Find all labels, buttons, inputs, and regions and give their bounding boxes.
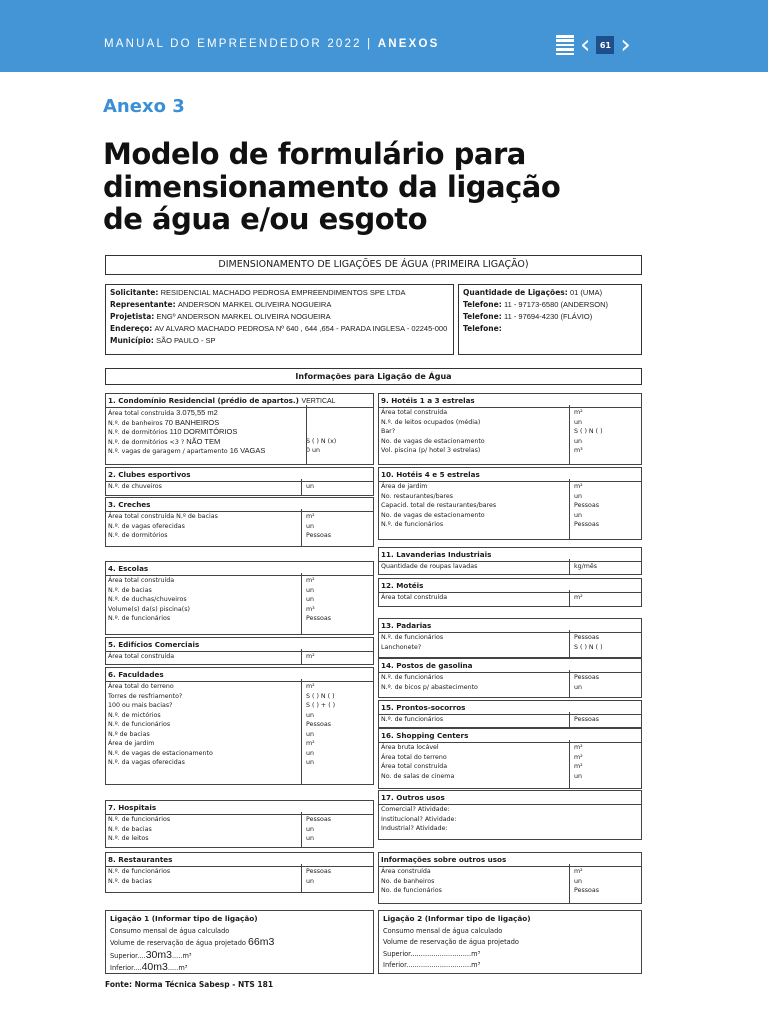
row-label: Área total construída <box>381 594 448 601</box>
row-label: Área total construída <box>108 577 175 584</box>
field-label: Solicitante: <box>110 288 159 297</box>
row-label: Industrial? Atividade: <box>381 825 448 832</box>
form-row <box>106 739 373 749</box>
form-row <box>379 715 641 725</box>
row-unit: S ( ) N (x) <box>306 437 337 445</box>
form-row <box>379 562 641 572</box>
field-label: Representante: <box>110 300 176 309</box>
form-row <box>106 482 373 492</box>
form-row <box>106 834 373 844</box>
section-lavanderias <box>378 547 642 575</box>
section-postos <box>378 658 642 698</box>
row-label: Área total construída <box>381 763 448 770</box>
row-label: Área de jardim <box>108 740 155 747</box>
section-title: 4. Escolas <box>106 562 373 576</box>
row-unit: S ( ) N ( ) <box>574 643 603 651</box>
row-unit: 0 un <box>306 447 320 454</box>
municipio-row <box>110 335 449 347</box>
field-label: Telefone: <box>463 324 502 333</box>
volume-label: Volume de reservação de água projetado <box>383 938 519 946</box>
form-row <box>379 673 641 683</box>
section-label: ANEXOS <box>377 38 440 50</box>
section-title-text: 1. Condomínio Residencial (prédio de apartos.) <box>108 396 299 405</box>
row-label: N.º. de mictórios <box>108 711 161 719</box>
telefone-row <box>463 311 637 323</box>
row-label: N.º. de funcionários <box>381 674 444 681</box>
row-unit: m² <box>574 744 583 751</box>
form-row <box>379 762 641 772</box>
solicitante-box <box>105 284 454 355</box>
volume-label: Volume de reservação de água projetado <box>110 939 246 947</box>
row-unit <box>302 408 373 418</box>
row-label: Área total do terreno <box>381 753 447 761</box>
section-title-value: VERTICAL <box>301 398 336 405</box>
row-unit: m² <box>574 763 583 770</box>
row-label: N.º. de vagas de estacionamento <box>108 749 213 757</box>
section-title: 8. Restaurantes <box>106 853 373 867</box>
page-title <box>103 138 663 236</box>
row-label: N.º. de dormitórios <box>108 429 168 436</box>
row-label: N.º. de leitos ocupados (média) <box>381 418 481 426</box>
row-unit: m² <box>306 740 315 747</box>
form-row <box>106 531 373 541</box>
section-title: 2. Clubes esportivos <box>106 468 373 482</box>
row-unit: un <box>306 522 314 530</box>
volume-value: 66m3 <box>248 936 275 948</box>
section-shopping <box>378 728 642 789</box>
section-clubes <box>105 467 374 496</box>
form-row <box>106 867 373 877</box>
row-unit: un <box>574 437 582 445</box>
row-label: N.º. de funcionários <box>108 721 171 728</box>
field-label: Telefone: <box>463 312 502 321</box>
form-row <box>379 511 641 521</box>
row-unit: S ( ) N ( ) <box>574 428 603 435</box>
anexo-label: Anexo 3 <box>103 96 185 117</box>
row-unit: S ( ) + ( ) <box>306 702 336 709</box>
row-label: N.º. de dormitórios <3 ? <box>108 438 185 446</box>
section-condominio <box>105 393 374 465</box>
unit: m³ <box>178 964 188 972</box>
section-hoteis-1-3 <box>378 393 642 465</box>
title-line: dimensionamento da ligação <box>103 169 561 204</box>
unit: m³ <box>182 951 192 960</box>
row-label: N.º. de banheiros <box>108 419 163 427</box>
section-hoteis-4-5 <box>378 467 642 540</box>
row-unit: m² <box>574 409 583 416</box>
row-unit: un <box>306 483 314 490</box>
row-label: Área construída <box>381 868 431 875</box>
row-label: N.º. de bicos p/ abastecimento <box>381 683 478 691</box>
row-label: Bar? <box>381 428 396 435</box>
row-unit: m² <box>306 653 315 660</box>
section-title: 9. Hotéis 1 a 3 estrelas <box>379 394 641 408</box>
form-row <box>379 824 641 834</box>
row-unit: Pessoas <box>306 816 331 823</box>
row-unit: S ( ) N ( ) <box>306 692 335 700</box>
inferior-value: 40m3 <box>141 961 168 973</box>
row-unit: Pessoas <box>306 615 331 622</box>
row-unit: Pessoas <box>306 868 331 875</box>
row-label: N.º. de duchas/chuveiros <box>108 596 187 603</box>
row-unit: un <box>306 730 314 738</box>
field-value: 11 - 97694-4230 (FLÁVIO) <box>503 312 593 321</box>
row-label: Institucional? Atividade: <box>381 815 457 823</box>
row-label: 100 ou mais bacias? <box>108 702 173 709</box>
row-label: Área total do terreno <box>108 683 174 690</box>
row-label: Capacid. total de restaurantes/bares <box>381 502 497 509</box>
row-label: N.º. de funcionários <box>108 615 171 622</box>
form-row <box>379 886 641 896</box>
info-title: Informações para Ligação de Água <box>105 368 642 385</box>
inferior-label: Inferior <box>383 961 407 969</box>
ligacao-title: Ligação 2 (Informar tipo de ligação) <box>383 914 531 923</box>
row-label: N.º. de leitos <box>108 835 149 842</box>
superior-label: Superior <box>383 949 411 958</box>
row-value: 70 BANHEIROS <box>164 417 220 427</box>
telefone-row <box>463 299 637 311</box>
form-row <box>106 749 373 759</box>
row-label: No. de funcionários <box>381 887 442 894</box>
row-unit: un <box>574 418 582 426</box>
form-row <box>379 877 641 887</box>
row-label: Área total construída <box>381 409 448 416</box>
field-label: Telefone: <box>463 300 502 309</box>
section-edificios <box>105 637 374 665</box>
form-row <box>106 711 373 721</box>
row-unit: un <box>306 749 314 757</box>
form-row <box>106 408 373 418</box>
row-label: No. de vagas de estacionamento <box>381 437 485 445</box>
row-unit: Pessoas <box>306 721 331 728</box>
form-row <box>106 522 373 532</box>
row-unit: m² <box>306 513 315 520</box>
field-value: SÃO PAULO - SP <box>156 336 216 345</box>
form-row <box>106 595 373 605</box>
row-label: N.º de bacias <box>108 730 150 738</box>
field-label: Projetista: <box>110 312 155 321</box>
form-row <box>106 815 373 825</box>
section-title <box>106 394 373 408</box>
section-title: 15. Prontos-socorros <box>379 701 641 715</box>
row-label: N.º. de dormitórios <box>108 532 168 539</box>
form-row <box>106 758 373 768</box>
superior-value: 30m3 <box>145 948 172 961</box>
field-value: 11 - 97173-6580 (ANDERSON) <box>503 300 609 309</box>
field-value: ENGº ANDERSON MARKEL OLIVEIRA NOGUEIRA <box>156 312 331 321</box>
form-row <box>106 682 373 692</box>
section-prontos-socorros <box>378 700 642 728</box>
section-moteis <box>378 578 642 607</box>
row-unit: m² <box>306 683 315 690</box>
header-title: MANUAL DO EMPREENDEDOR 2022 | ANEXOS <box>104 38 440 50</box>
row-label: N.º. de bacias <box>108 825 152 833</box>
row-unit: un <box>574 772 582 780</box>
section-title: 16. Shopping Centers <box>379 729 641 743</box>
row-label: Lanchonete? <box>381 643 422 651</box>
form-row <box>379 743 641 753</box>
form-row <box>379 501 641 511</box>
form-row <box>379 482 641 492</box>
form-row <box>379 772 641 782</box>
manual-title: MANUAL DO EMPREENDEDOR 2022 <box>104 38 362 50</box>
row-unit: Pessoas <box>574 634 599 641</box>
form-row <box>379 446 641 456</box>
form-row <box>106 701 373 711</box>
row-unit: un <box>574 877 582 885</box>
form-row <box>106 437 373 447</box>
row-label: N.º. de funcionários <box>381 521 444 528</box>
row-label: Área de jardim <box>381 483 428 490</box>
row-unit <box>302 418 373 428</box>
section-title: 3. Creches <box>106 498 373 512</box>
field-value: ANDERSON MARKEL OLIVEIRA NOGUEIRA <box>177 300 332 309</box>
row-unit: un <box>306 596 314 603</box>
section-outros-usos <box>378 790 642 840</box>
row-unit: Pessoas <box>574 887 599 894</box>
row-label: Quantidade de roupas lavadas <box>381 563 478 570</box>
row-label: N.º. de funcionários <box>108 816 171 823</box>
row-label: N.º. de funcionários <box>381 634 444 641</box>
form-row <box>106 512 373 522</box>
form-row <box>106 576 373 586</box>
section-padarias <box>378 618 642 658</box>
row-unit: Pessoas <box>574 674 599 681</box>
section-restaurantes <box>105 852 374 893</box>
row-unit: un <box>574 492 582 500</box>
row-value: 110 DORMITÓRIOS <box>169 427 238 436</box>
row-unit <box>302 427 373 437</box>
row-unit: un <box>574 511 582 519</box>
form-row <box>379 593 641 603</box>
row-label: Área total construída N.º de bacias <box>108 513 218 520</box>
row-label: Área bruta locável <box>381 744 439 751</box>
row-label: N.º. de funcionários <box>108 868 171 875</box>
endereco-row <box>110 323 449 335</box>
row-unit: Pessoas <box>574 502 599 509</box>
section-title: 17. Outros usos <box>379 791 641 805</box>
unit: m³ <box>471 949 481 958</box>
form-row <box>106 720 373 730</box>
section-title: 10. Hotéis 4 e 5 estrelas <box>379 468 641 482</box>
section-hospitais <box>105 800 374 848</box>
row-label: N.º. de funcionários <box>381 716 444 723</box>
row-label: Área total construída <box>108 410 175 417</box>
form-row <box>106 614 373 624</box>
row-unit: un <box>574 683 582 691</box>
form-row <box>379 815 641 825</box>
row-unit: m² <box>306 577 315 584</box>
form-row <box>379 520 641 530</box>
row-unit: m² <box>574 483 583 490</box>
form-row <box>379 633 641 643</box>
field-value: AV ALVARO MACHADO PEDROSA Nº 640 , 644 ,654 - PARADA INGLESA - 02245-000 <box>154 324 448 333</box>
section-title: 12. Motéis <box>379 579 641 593</box>
row-value: 16 VAGAS <box>229 446 266 455</box>
inferior-label: Inferior <box>110 964 134 972</box>
source-note: Fonte: Norma Técnica Sabesp - NTS 181 <box>105 980 274 989</box>
row-unit: un <box>306 835 314 842</box>
row-unit: un <box>306 825 314 833</box>
section-title: 7. Hospitais <box>106 801 373 815</box>
row-label: Volume(s) da(s) piscina(s) <box>108 605 190 613</box>
form-row <box>106 446 373 456</box>
row-unit: m² <box>574 753 583 761</box>
ligacao-2-box: Ligação 2 (Informar tipo de ligação) Consumo mensal de água calculado Volume de reservação de água projetado Superior.............................m³ Inferior...............................m³ <box>378 910 642 974</box>
projetista-row <box>110 311 449 323</box>
row-unit: m² <box>574 594 583 601</box>
field-value: 01 (UMA) <box>570 288 603 297</box>
field-label: Município: <box>110 336 154 345</box>
title-line: de água e/ou esgoto <box>103 202 427 236</box>
row-label: Torres de resfriamento? <box>108 692 183 700</box>
representante-row <box>110 299 449 311</box>
row-unit: m³ <box>306 605 315 613</box>
chevron-right-icon[interactable]: › <box>620 30 631 60</box>
field-value: RESIDENCIAL MACHADO PEDROSA EMPREENDIMENTOS SPE LTDA <box>160 288 406 297</box>
form-row <box>106 730 373 740</box>
unit: m³ <box>471 961 481 969</box>
ligacao-title: Ligação 1 (Informar tipo de ligação) <box>110 914 258 923</box>
row-label: Área total construída <box>108 653 175 660</box>
form-row <box>106 877 373 887</box>
page-number: 61 <box>596 36 614 54</box>
form-row <box>106 586 373 596</box>
section-title: 6. Faculdades <box>106 668 373 682</box>
consumo-label: Consumo mensal de água calculado <box>383 926 503 935</box>
row-unit: Pessoas <box>574 521 599 528</box>
menu-icon[interactable] <box>556 35 574 55</box>
row-unit: m² <box>574 868 583 875</box>
consumo-label: Consumo mensal de água calculado <box>110 926 230 935</box>
row-label: N.º. de bacias <box>108 877 152 885</box>
field-label: Endereço: <box>110 324 153 333</box>
section-title: 5. Edifícios Comerciais <box>106 638 373 652</box>
section-title: 11. Lavanderias Industriais <box>379 548 641 562</box>
form-row <box>379 492 641 502</box>
row-unit: Pessoas <box>306 532 331 539</box>
superior-label: Superior <box>110 951 138 960</box>
row-unit: un <box>306 759 314 766</box>
section-faculdades <box>105 667 374 785</box>
form-row <box>106 427 373 437</box>
row-unit: Pessoas <box>574 716 599 723</box>
form-row <box>106 652 373 662</box>
row-label: N.º. de vagas oferecidas <box>108 522 185 530</box>
telefone-row <box>463 323 637 335</box>
form-row <box>379 418 641 428</box>
row-label: N.º. vagas de garagem / apartamento <box>108 448 228 455</box>
row-label: N.º. de bacias <box>108 586 152 594</box>
solicitante-row <box>110 287 449 299</box>
section-escolas <box>105 561 374 635</box>
title-line: Modelo de formulário para <box>103 137 526 171</box>
chevron-left-icon[interactable]: ‹ <box>580 30 591 60</box>
row-label: No. restaurantes/bares <box>381 492 454 500</box>
row-unit: un <box>306 877 314 885</box>
field-label: Quantidade de Ligações: <box>463 288 568 297</box>
row-value: 3.075,55 m2 <box>176 408 218 417</box>
form-row <box>106 605 373 615</box>
section-title: 13. Padarias <box>379 619 641 633</box>
ligacao-1-box: Ligação 1 (Informar tipo de ligação) Consumo mensal de água calculado Volume de reservação de água projetado 66m3 Superior....30m3.....m³ Inferior....40m3.....m³ <box>105 910 374 974</box>
form-row <box>379 867 641 877</box>
form-row <box>379 753 641 763</box>
row-label: Comercial? Atividade: <box>381 806 450 813</box>
form-row <box>379 805 641 815</box>
header-nav <box>556 32 637 58</box>
form-row <box>379 408 641 418</box>
row-unit: un <box>306 586 314 594</box>
row-label: N.º. de chuveiros <box>108 483 162 490</box>
page-header <box>0 0 768 72</box>
quantidade-row <box>463 287 637 299</box>
section-title: 14. Postos de gasolina <box>379 659 641 673</box>
row-unit: un <box>306 711 314 719</box>
form-row <box>379 643 641 653</box>
form-row <box>379 427 641 437</box>
row-label: Vol. piscina (p/ hotel 3 estrelas) <box>381 447 481 454</box>
section-creches <box>105 497 374 547</box>
form-row <box>379 683 641 693</box>
form-row <box>106 692 373 702</box>
row-label: No. de banheiros <box>381 877 435 885</box>
row-label: No. de vagas de estacionamento <box>381 511 485 519</box>
section-info-outros-usos <box>378 852 642 904</box>
row-unit: kg/mês <box>574 563 598 570</box>
row-label: No. de salas de cinema <box>381 772 455 780</box>
row-label: N.º. da vagas oferecidas <box>108 759 185 766</box>
row-unit: m³ <box>574 447 583 454</box>
form-row <box>106 825 373 835</box>
section-title: Informações sobre outros usos <box>379 853 641 867</box>
form-row <box>379 437 641 447</box>
contato-box <box>458 284 642 355</box>
form-banner: DIMENSIONAMENTO DE LIGAÇÕES DE ÁGUA (PRIMEIRA LIGAÇÃO) <box>105 255 642 275</box>
form-row <box>106 418 373 428</box>
row-value: NÃO TEM <box>186 436 221 446</box>
